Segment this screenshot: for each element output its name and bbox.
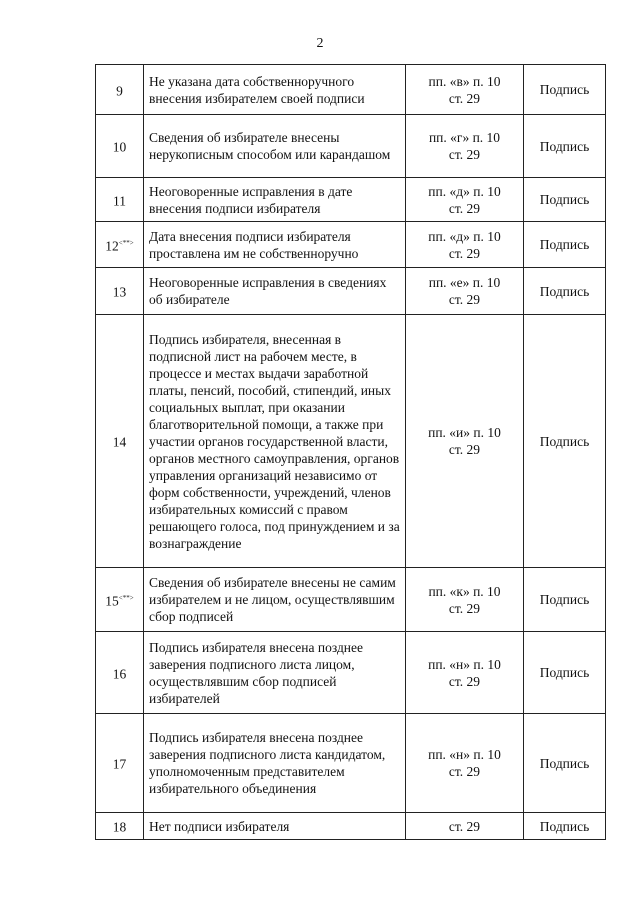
row-number: 11 xyxy=(96,178,144,222)
row-number: 17 xyxy=(96,714,144,813)
row-reference: пп. «г» п. 10 ст. 29 xyxy=(406,115,524,178)
table-row xyxy=(96,714,606,813)
row-number: 14 xyxy=(96,315,144,568)
row-type: Подпись xyxy=(524,632,606,714)
row-reference: ст. 29 xyxy=(406,813,524,840)
row-number: 18 xyxy=(96,813,144,840)
row-number: 13 xyxy=(96,268,144,315)
table-row xyxy=(96,568,606,632)
row-description: Нет подписи избирателя xyxy=(144,813,406,840)
row-reference: пп. «в» п. 10 ст. 29 xyxy=(406,65,524,115)
row-number: 15<**> xyxy=(96,568,144,632)
row-description: Неоговоренные исправления в сведениях об избирателе xyxy=(144,268,406,315)
row-reference: пп. «н» п. 10 ст. 29 xyxy=(406,632,524,714)
row-reference: пп. «и» п. 10 ст. 29 xyxy=(406,315,524,568)
row-description: Не указана дата собственноручного внесения избирателем своей подписи xyxy=(144,65,406,115)
row-number: 12<**> xyxy=(96,222,144,268)
row-reference: пп. «е» п. 10 ст. 29 xyxy=(406,268,524,315)
row-type: Подпись xyxy=(524,315,606,568)
row-description: Подпись избирателя, внесенная в подписной лист на рабочем месте, в процессе и местах выдачи заработной платы, пенсий, пособий, стипендий, иных социальных выплат, при оказании благотворительной помощи, а также при участии органов государственной власти, органов местного самоуправления, органов управления организаций независимо от форм собственности, учреждений, членов избирательных комиссий с правом решающего голоса, под принуждением и за вознаграждение xyxy=(144,315,406,568)
table-row xyxy=(96,178,606,222)
row-description: Сведения об избирателе внесены нерукописным способом или карандашом xyxy=(144,115,406,178)
row-description: Сведения об избирателе внесены не самим избирателем и не лицом, осуществлявшим сбор подписей xyxy=(144,568,406,632)
table-row xyxy=(96,115,606,178)
row-reference: пп. «к» п. 10 ст. 29 xyxy=(406,568,524,632)
row-number: 9 xyxy=(96,65,144,115)
page-number: 2 xyxy=(316,36,324,51)
row-type: Подпись xyxy=(524,268,606,315)
table-row xyxy=(96,222,606,268)
row-type: Подпись xyxy=(524,222,606,268)
table-row xyxy=(96,813,606,840)
row-reference: пп. «н» п. 10 ст. 29 xyxy=(406,714,524,813)
row-description: Неоговоренные исправления в дате внесения подписи избирателя xyxy=(144,178,406,222)
row-type: Подпись xyxy=(524,568,606,632)
invalidity-grounds-table xyxy=(95,64,606,840)
row-type: Подпись xyxy=(524,714,606,813)
row-type: Подпись xyxy=(524,115,606,178)
row-description: Дата внесения подписи избирателя проставлена им не собственноручно xyxy=(144,222,406,268)
table-row xyxy=(96,315,606,568)
row-type: Подпись xyxy=(524,813,606,840)
row-number: 10 xyxy=(96,115,144,178)
row-reference: пп. «д» п. 10 ст. 29 xyxy=(406,178,524,222)
row-description: Подпись избирателя внесена позднее заверения подписного листа лицом, осуществлявшим сбор подписей избирателей xyxy=(144,632,406,714)
table-row xyxy=(96,65,606,115)
row-description: Подпись избирателя внесена позднее заверения подписного листа кандидатом, уполномоченным представителем избирательного объединения xyxy=(144,714,406,813)
row-type: Подпись xyxy=(524,65,606,115)
row-number: 16 xyxy=(96,632,144,714)
table-row xyxy=(96,632,606,714)
table-row xyxy=(96,268,606,315)
row-reference: пп. «д» п. 10 ст. 29 xyxy=(406,222,524,268)
row-type: Подпись xyxy=(524,178,606,222)
